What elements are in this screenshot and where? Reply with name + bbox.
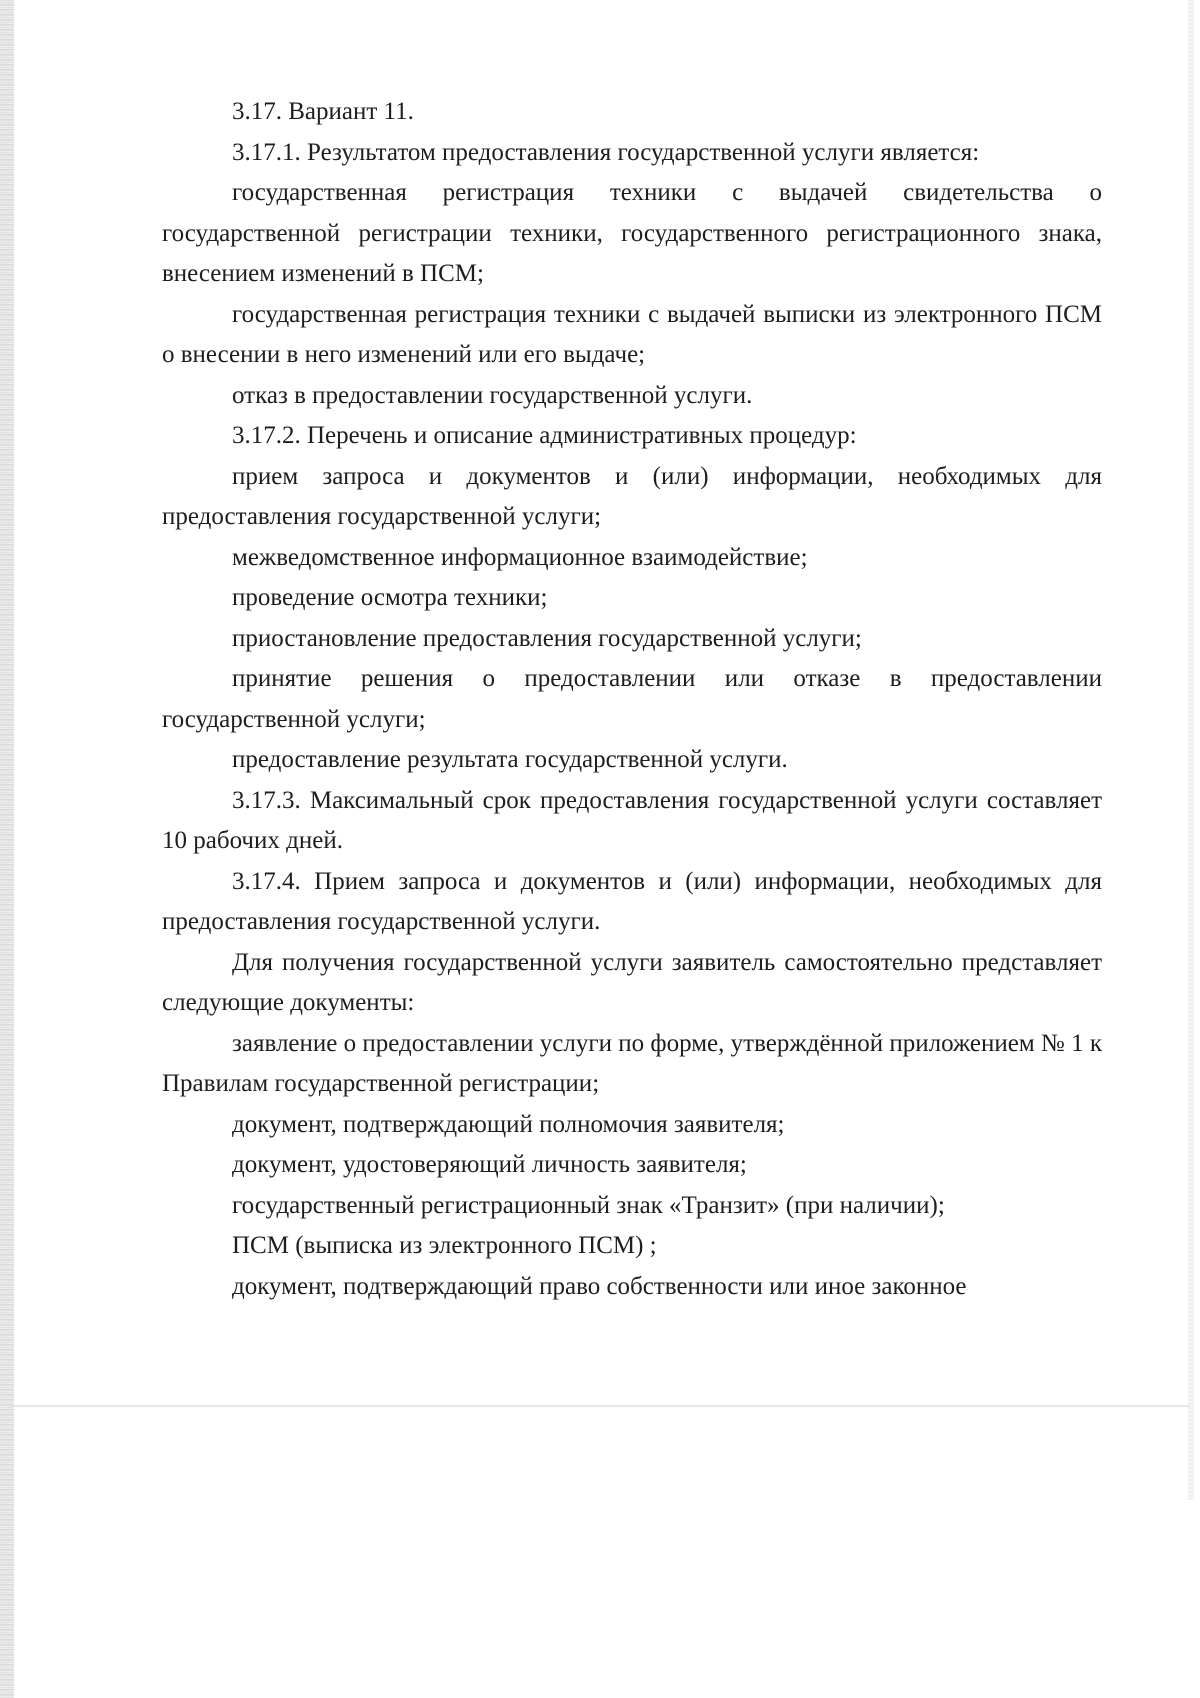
paragraph: заявление о предоставлении услуги по форме, утверждённой приложением № 1 к Правилам государственной регистрации; xyxy=(162,1029,1102,1097)
paragraph: государственный регистрационный знак «Транзит» (при наличии); xyxy=(232,1191,945,1219)
paragraph: 3.17.3. Максимальный срок предоставления государственной услуги составляет 10 рабочих дней. xyxy=(162,786,1102,854)
paragraph: Для получения государственной услуги заявитель самостоятельно представляет следующие документы: xyxy=(162,948,1102,1016)
paragraph: отказ в предоставлении государственной услуги. xyxy=(232,381,753,409)
paragraph: государственная регистрация техники с выдачей свидетельства о государственной регистрации техники, государственного регистрационного знака, внесением изменений в ПСМ; xyxy=(162,179,1102,287)
section-heading: 3.17. Вариант 11. xyxy=(232,98,414,125)
paragraph: межведомственное информационное взаимодействие; xyxy=(232,543,808,571)
paragraph: 3.17.4. Прием запроса и документов и (или) информации, необходимых для предоставления государственной услуги. xyxy=(162,867,1102,935)
paragraph: принятие решения о предоставлении или отказе в предоставлении государственной услуги; xyxy=(162,665,1102,733)
paragraph: 3.17.2. Перечень и описание административных процедур: xyxy=(232,422,857,449)
paragraph: ПСМ (выписка из электронного ПСМ) ; xyxy=(232,1232,657,1259)
scan-edge-right xyxy=(1188,0,1194,1500)
document-page xyxy=(162,92,1102,1307)
scan-edge-left xyxy=(0,0,14,1698)
paragraph: проведение осмотра техники; xyxy=(232,584,548,611)
paragraph: государственная регистрация техники с выдачей выписки из электронного ПСМ о внесении в него изменений или его выдаче; xyxy=(162,300,1102,368)
paragraph: 3.17.1. Результатом предоставления государственной услуги является: xyxy=(232,138,980,166)
paragraph: документ, подтверждающий полномочия заявителя; xyxy=(232,1110,785,1138)
paragraph: приостановление предоставления государственной услуги; xyxy=(232,624,862,652)
paragraph: прием запроса и документов и (или) информации, необходимых для предоставления государственной услуги; xyxy=(162,462,1102,530)
paragraph-truncated: документ, подтверждающий право собственности или иное законное xyxy=(232,1272,967,1300)
paragraph: предоставление результата государственной услуги. xyxy=(232,746,788,773)
scan-bottom-rule xyxy=(10,1405,1190,1407)
paragraph: документ, удостоверяющий личность заявителя; xyxy=(232,1151,747,1178)
